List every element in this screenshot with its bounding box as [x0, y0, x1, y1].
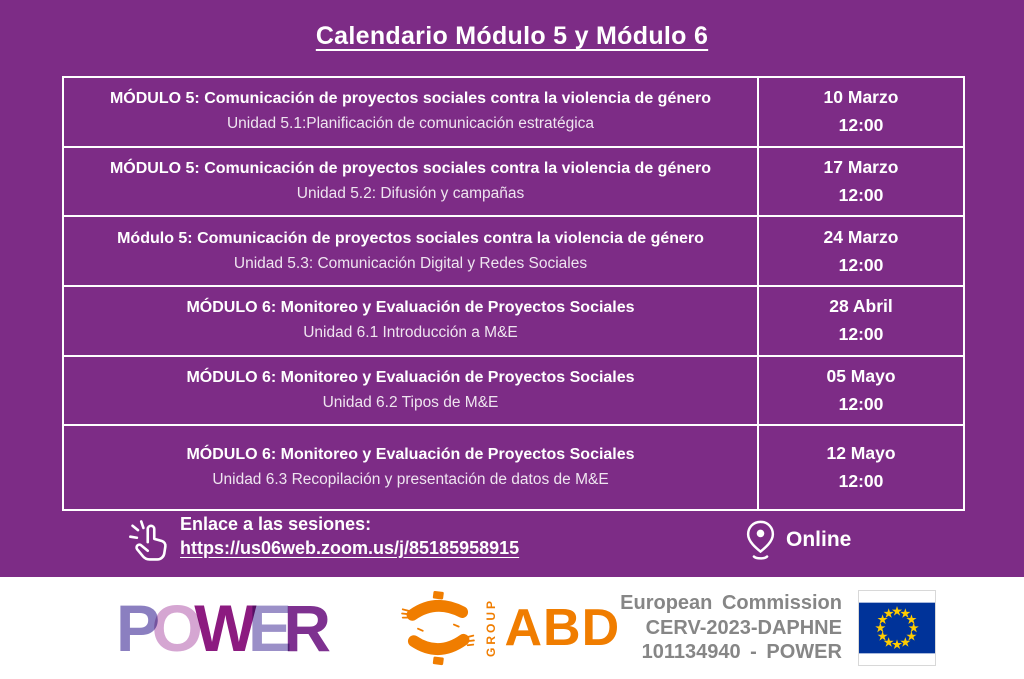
ec-line3: 101134940 - POWER	[641, 641, 842, 664]
session-time: 12:00	[838, 115, 884, 136]
session-date: 17 Marzo	[823, 157, 899, 178]
sessions-link-block	[126, 514, 519, 566]
power-letter: W	[194, 591, 248, 665]
unit-title: Unidad 5.1:Planificación de comunicación estratégica	[226, 115, 595, 133]
abd-group-label: GROUP	[484, 598, 499, 658]
session-cell	[64, 217, 757, 285]
online-badge	[744, 518, 851, 562]
unit-title: Unidad 6.3 Recopilación y presentación de datos de M&E	[212, 471, 609, 489]
abd-symbol-icon	[400, 590, 476, 666]
ec-line1: European Commission	[620, 592, 842, 615]
online-label: Online	[786, 528, 852, 551]
page-title	[0, 22, 1024, 51]
logo-band	[0, 577, 1024, 679]
session-cell	[64, 357, 757, 425]
module-title: MÓDULO 6: Monitoreo y Evaluación de Proyectos Sociales	[186, 299, 635, 317]
sessions-link-label: Enlace a las sesiones:	[180, 514, 372, 534]
zoom-session-link[interactable]: https://us06web.zoom.us/j/85185958915	[180, 538, 520, 558]
unit-title: Unidad 6.2 Tipos de M&E	[322, 393, 499, 411]
abd-group-logo	[400, 590, 620, 666]
session-time: 12:00	[838, 471, 884, 492]
session-date: 05 Mayo	[826, 366, 896, 387]
session-time: 12:00	[838, 185, 884, 206]
power-letter: O	[151, 591, 195, 665]
session-time: 12:00	[838, 254, 884, 275]
session-cell	[64, 78, 757, 146]
date-cell	[757, 148, 963, 216]
schedule-row	[64, 357, 963, 427]
unit-title: Unidad 5.3: Comunicación Digital y Redes Sociales	[233, 254, 588, 272]
module-title: MÓDULO 5: Comunicación de proyectos sociales contra la violencia de género	[109, 160, 712, 178]
session-cell	[64, 148, 757, 216]
power-letter: R	[283, 591, 323, 665]
schedule-row	[64, 287, 963, 357]
date-cell	[757, 78, 963, 146]
schedule-row	[64, 426, 963, 509]
session-cell	[64, 287, 757, 355]
schedule-row	[64, 148, 963, 218]
session-date: 24 Marzo	[823, 226, 899, 247]
ec-line2: CERV-2023-DAPHNE	[645, 616, 842, 639]
session-time: 12:00	[838, 324, 884, 345]
abd-name: ABD	[504, 599, 621, 657]
session-date: 12 Mayo	[826, 443, 896, 464]
schedule-table	[62, 76, 965, 511]
eu-flag-icon	[858, 590, 936, 666]
module-title: MÓDULO 6: Monitoreo y Evaluación de Proyectos Sociales	[186, 369, 635, 387]
date-cell	[757, 357, 963, 425]
european-commission-text	[620, 591, 842, 664]
module-title: Módulo 5: Comunicación de proyectos sociales contra la violencia de género	[117, 229, 704, 247]
power-logo	[116, 591, 323, 665]
schedule-row	[64, 78, 963, 148]
session-date: 10 Marzo	[823, 87, 899, 108]
session-cell	[64, 426, 757, 509]
location-pin-icon	[744, 518, 777, 562]
date-cell	[757, 217, 963, 285]
date-cell	[757, 426, 963, 509]
unit-title: Unidad 6.1 Introducción a M&E	[303, 324, 518, 342]
sessions-link-text	[180, 514, 519, 559]
unit-title: Unidad 5.2: Difusión y campañas	[296, 184, 525, 202]
power-letter: E	[247, 591, 284, 665]
date-cell	[757, 287, 963, 355]
module-title: MÓDULO 5: Comunicación de proyectos sociales contra la violencia de género	[109, 90, 712, 108]
session-time: 12:00	[838, 394, 884, 415]
module-title: MÓDULO 6: Monitoreo y Evaluación de Proyectos Sociales	[186, 446, 635, 464]
session-date: 28 Abril	[829, 296, 893, 317]
click-hand-icon	[126, 516, 176, 566]
page-title-text: Calendario Módulo 5 y Módulo 6	[315, 22, 709, 50]
power-letter: P	[116, 591, 152, 665]
schedule-row	[64, 217, 963, 287]
